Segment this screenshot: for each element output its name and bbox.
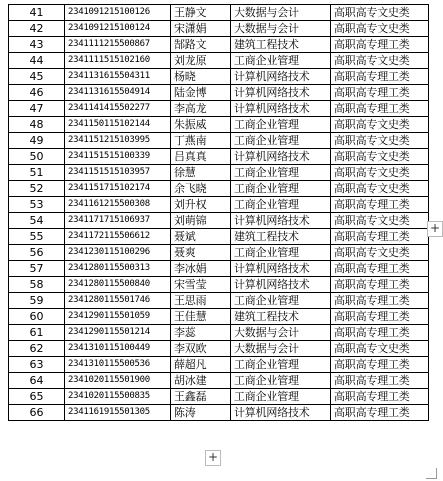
student-name-cell[interactable]: 李冰娟 — [171, 261, 231, 277]
category-cell[interactable]: 高职高专文史类 — [331, 21, 429, 37]
exam-id-cell[interactable]: 2341111515102160 — [65, 53, 171, 69]
student-table-container — [8, 4, 429, 421]
exam-id-cell[interactable]: 2341020115500835 — [65, 389, 171, 405]
table-row — [9, 405, 429, 421]
category-cell[interactable]: 高职高专理工类 — [331, 357, 429, 373]
exam-id-cell[interactable]: 2341172115506612 — [65, 229, 171, 245]
category-cell[interactable]: 高职高专理工类 — [331, 405, 429, 421]
category-cell[interactable]: 高职高专文史类 — [331, 341, 429, 357]
student-name-cell[interactable]: 聂爽 — [171, 245, 231, 261]
table-row — [9, 165, 429, 181]
row-number-cell[interactable]: 50 — [9, 149, 65, 165]
add-row-icon[interactable]: + — [205, 450, 221, 466]
student-name-cell[interactable]: 陆金博 — [171, 85, 231, 101]
table-row — [9, 37, 429, 53]
exam-id-cell[interactable]: 2341131615504914 — [65, 85, 171, 101]
table-row — [9, 389, 429, 405]
major-cell[interactable]: 工商企业管理 — [231, 117, 331, 133]
category-cell[interactable]: 高职高专文史类 — [331, 117, 429, 133]
major-cell[interactable]: 工商企业管理 — [231, 293, 331, 309]
major-cell[interactable]: 工商企业管理 — [231, 133, 331, 149]
major-cell[interactable]: 工商企业管理 — [231, 389, 331, 405]
table-row — [9, 101, 429, 117]
major-cell[interactable]: 工商企业管理 — [231, 53, 331, 69]
exam-id-cell[interactable]: 2341280115500840 — [65, 277, 171, 293]
row-number-cell[interactable]: 42 — [9, 21, 65, 37]
student-name-cell[interactable]: 陈涛 — [171, 405, 231, 421]
major-cell[interactable]: 大数据与会计 — [231, 341, 331, 357]
table-row — [9, 261, 429, 277]
category-cell[interactable]: 高职高专文史类 — [331, 181, 429, 197]
table-row — [9, 197, 429, 213]
student-name-cell[interactable]: 郜路文 — [171, 37, 231, 53]
exam-id-cell[interactable]: 2341230115100296 — [65, 245, 171, 261]
table-row — [9, 117, 429, 133]
row-number-cell[interactable]: 45 — [9, 69, 65, 85]
table-row — [9, 293, 429, 309]
student-name-cell[interactable]: 宋潇娟 — [171, 21, 231, 37]
student-name-cell[interactable]: 徐慧 — [171, 165, 231, 181]
category-cell[interactable]: 高职高专文史类 — [331, 5, 429, 21]
exam-id-cell[interactable]: 2341161215500308 — [65, 197, 171, 213]
category-cell[interactable]: 高职高专理工类 — [331, 293, 429, 309]
exam-id-cell[interactable]: 2341020115501900 — [65, 373, 171, 389]
row-number-cell[interactable]: 64 — [9, 373, 65, 389]
category-cell[interactable]: 高职高专文史类 — [331, 213, 429, 229]
category-cell[interactable]: 高职高专理工类 — [331, 229, 429, 245]
major-cell[interactable]: 工商企业管理 — [231, 197, 331, 213]
major-cell[interactable]: 建筑工程技术 — [231, 37, 331, 53]
row-number-cell[interactable]: 55 — [9, 229, 65, 245]
category-cell[interactable]: 高职高专理工类 — [331, 373, 429, 389]
table-body — [9, 5, 429, 421]
major-cell[interactable]: 计算机网络技术 — [231, 149, 331, 165]
row-number-cell[interactable]: 46 — [9, 85, 65, 101]
exam-id-cell[interactable]: 2341151715102174 — [65, 181, 171, 197]
major-cell[interactable]: 计算机网络技术 — [231, 213, 331, 229]
student-name-cell[interactable]: 吕真真 — [171, 149, 231, 165]
student-name-cell[interactable]: 丁燕南 — [171, 133, 231, 149]
table-row — [9, 309, 429, 325]
row-number-cell[interactable]: 47 — [9, 101, 65, 117]
student-name-cell[interactable]: 杨晓 — [171, 69, 231, 85]
student-name-cell[interactable]: 李高龙 — [171, 101, 231, 117]
student-name-cell[interactable]: 刘龙原 — [171, 53, 231, 69]
exam-id-cell[interactable]: 2341091215100124 — [65, 21, 171, 37]
exam-id-cell[interactable]: 2341310115500536 — [65, 357, 171, 373]
category-cell[interactable]: 高职高专理工类 — [331, 325, 429, 341]
category-cell[interactable]: 高职高专文史类 — [331, 149, 429, 165]
row-number-cell[interactable]: 57 — [9, 261, 65, 277]
category-cell[interactable]: 高职高专理工类 — [331, 37, 429, 53]
table-row — [9, 53, 429, 69]
exam-id-cell[interactable]: 2341290115501214 — [65, 325, 171, 341]
exam-id-cell[interactable]: 2341111215500867 — [65, 37, 171, 53]
exam-id-cell[interactable]: 2341280115501746 — [65, 293, 171, 309]
row-number-cell[interactable]: 66 — [9, 405, 65, 421]
category-cell[interactable]: 高职高专文史类 — [331, 133, 429, 149]
row-number-cell[interactable]: 62 — [9, 341, 65, 357]
table-row — [9, 325, 429, 341]
major-cell[interactable]: 计算机网络技术 — [231, 69, 331, 85]
category-cell[interactable]: 高职高专理工类 — [331, 309, 429, 325]
table-row — [9, 277, 429, 293]
row-number-cell[interactable]: 43 — [9, 37, 65, 53]
table-row — [9, 5, 429, 21]
major-cell[interactable]: 计算机网络技术 — [231, 101, 331, 117]
row-number-cell[interactable]: 44 — [9, 53, 65, 69]
row-number-cell[interactable]: 54 — [9, 213, 65, 229]
row-number-cell[interactable]: 41 — [9, 5, 65, 21]
row-number-cell[interactable]: 59 — [9, 293, 65, 309]
table-row — [9, 85, 429, 101]
table-row — [9, 213, 429, 229]
row-number-cell[interactable]: 51 — [9, 165, 65, 181]
exam-id-cell[interactable]: 2341150115102144 — [65, 117, 171, 133]
student-name-cell[interactable]: 薛超凡 — [171, 357, 231, 373]
exam-id-cell[interactable]: 2341161915501305 — [65, 405, 171, 421]
student-name-cell[interactable]: 余飞晓 — [171, 181, 231, 197]
table-row — [9, 69, 429, 85]
student-name-cell[interactable]: 王思雨 — [171, 293, 231, 309]
table-row — [9, 181, 429, 197]
major-cell[interactable]: 大数据与会计 — [231, 21, 331, 37]
student-name-cell[interactable]: 胡冰建 — [171, 373, 231, 389]
category-cell[interactable]: 高职高专理工类 — [331, 197, 429, 213]
exam-id-cell[interactable]: 2341131615504311 — [65, 69, 171, 85]
row-number-cell[interactable]: 53 — [9, 197, 65, 213]
table-row — [9, 149, 429, 165]
exam-id-cell[interactable]: 2341290115501059 — [65, 309, 171, 325]
row-number-cell[interactable]: 56 — [9, 245, 65, 261]
student-name-cell[interactable]: 李蕊 — [171, 325, 231, 341]
major-cell[interactable]: 工商企业管理 — [231, 357, 331, 373]
table-row — [9, 21, 429, 37]
major-cell[interactable]: 建筑工程技术 — [231, 309, 331, 325]
student-name-cell[interactable]: 朱振威 — [171, 117, 231, 133]
exam-id-cell[interactable]: 2341151515103957 — [65, 165, 171, 181]
exam-id-cell[interactable]: 2341151215103995 — [65, 133, 171, 149]
major-cell[interactable]: 工商企业管理 — [231, 181, 331, 197]
row-number-cell[interactable]: 61 — [9, 325, 65, 341]
row-number-cell[interactable]: 49 — [9, 133, 65, 149]
student-name-cell[interactable]: 李双欧 — [171, 341, 231, 357]
major-cell[interactable]: 计算机网络技术 — [231, 261, 331, 277]
table-row — [9, 229, 429, 245]
table-row — [9, 373, 429, 389]
exam-id-cell[interactable]: 2341280115500313 — [65, 261, 171, 277]
table-row — [9, 357, 429, 373]
row-number-cell[interactable]: 60 — [9, 309, 65, 325]
add-column-icon[interactable]: + — [427, 221, 443, 237]
row-number-cell[interactable]: 52 — [9, 181, 65, 197]
exam-id-cell[interactable]: 2341091215100126 — [65, 5, 171, 21]
table-row — [9, 245, 429, 261]
row-number-cell[interactable]: 58 — [9, 277, 65, 293]
exam-id-cell[interactable]: 2341141415502277 — [65, 101, 171, 117]
row-number-cell[interactable]: 65 — [9, 389, 65, 405]
category-cell[interactable]: 高职高专文史类 — [331, 165, 429, 181]
table-row — [9, 133, 429, 149]
student-name-cell[interactable]: 聂斌 — [171, 229, 231, 245]
major-cell[interactable]: 计算机网络技术 — [231, 277, 331, 293]
major-cell[interactable]: 工商企业管理 — [231, 165, 331, 181]
category-cell[interactable]: 高职高专理工类 — [331, 69, 429, 85]
major-cell[interactable]: 工商企业管理 — [231, 373, 331, 389]
category-cell[interactable]: 高职高专文史类 — [331, 245, 429, 261]
student-name-cell[interactable]: 王佳慧 — [171, 309, 231, 325]
student-name-cell[interactable]: 王鑫磊 — [171, 389, 231, 405]
student-name-cell[interactable]: 王静文 — [171, 5, 231, 21]
table-row — [9, 341, 429, 357]
major-cell[interactable]: 计算机网络技术 — [231, 85, 331, 101]
exam-id-cell[interactable]: 2341151515100339 — [65, 149, 171, 165]
exam-id-cell[interactable]: 2341310115100449 — [65, 341, 171, 357]
exam-id-cell[interactable]: 2341171715106937 — [65, 213, 171, 229]
student-name-cell[interactable]: 刘升权 — [171, 197, 231, 213]
category-cell[interactable]: 高职高专理工类 — [331, 277, 429, 293]
category-cell[interactable]: 高职高专文史类 — [331, 53, 429, 69]
student-admission-table — [8, 4, 429, 421]
row-number-cell[interactable]: 48 — [9, 117, 65, 133]
category-cell[interactable]: 高职高专理工类 — [331, 101, 429, 117]
student-name-cell[interactable]: 刘萌锦 — [171, 213, 231, 229]
major-cell[interactable]: 建筑工程技术 — [231, 229, 331, 245]
major-cell[interactable]: 大数据与会计 — [231, 325, 331, 341]
category-cell[interactable]: 高职高专理工类 — [331, 389, 429, 405]
resize-handle-icon[interactable] — [426, 468, 437, 479]
row-number-cell[interactable]: 63 — [9, 357, 65, 373]
major-cell[interactable]: 工商企业管理 — [231, 245, 331, 261]
major-cell[interactable]: 计算机网络技术 — [231, 405, 331, 421]
major-cell[interactable]: 大数据与会计 — [231, 5, 331, 21]
category-cell[interactable]: 高职高专理工类 — [331, 261, 429, 277]
student-name-cell[interactable]: 宋雪莹 — [171, 277, 231, 293]
category-cell[interactable]: 高职高专理工类 — [331, 85, 429, 101]
